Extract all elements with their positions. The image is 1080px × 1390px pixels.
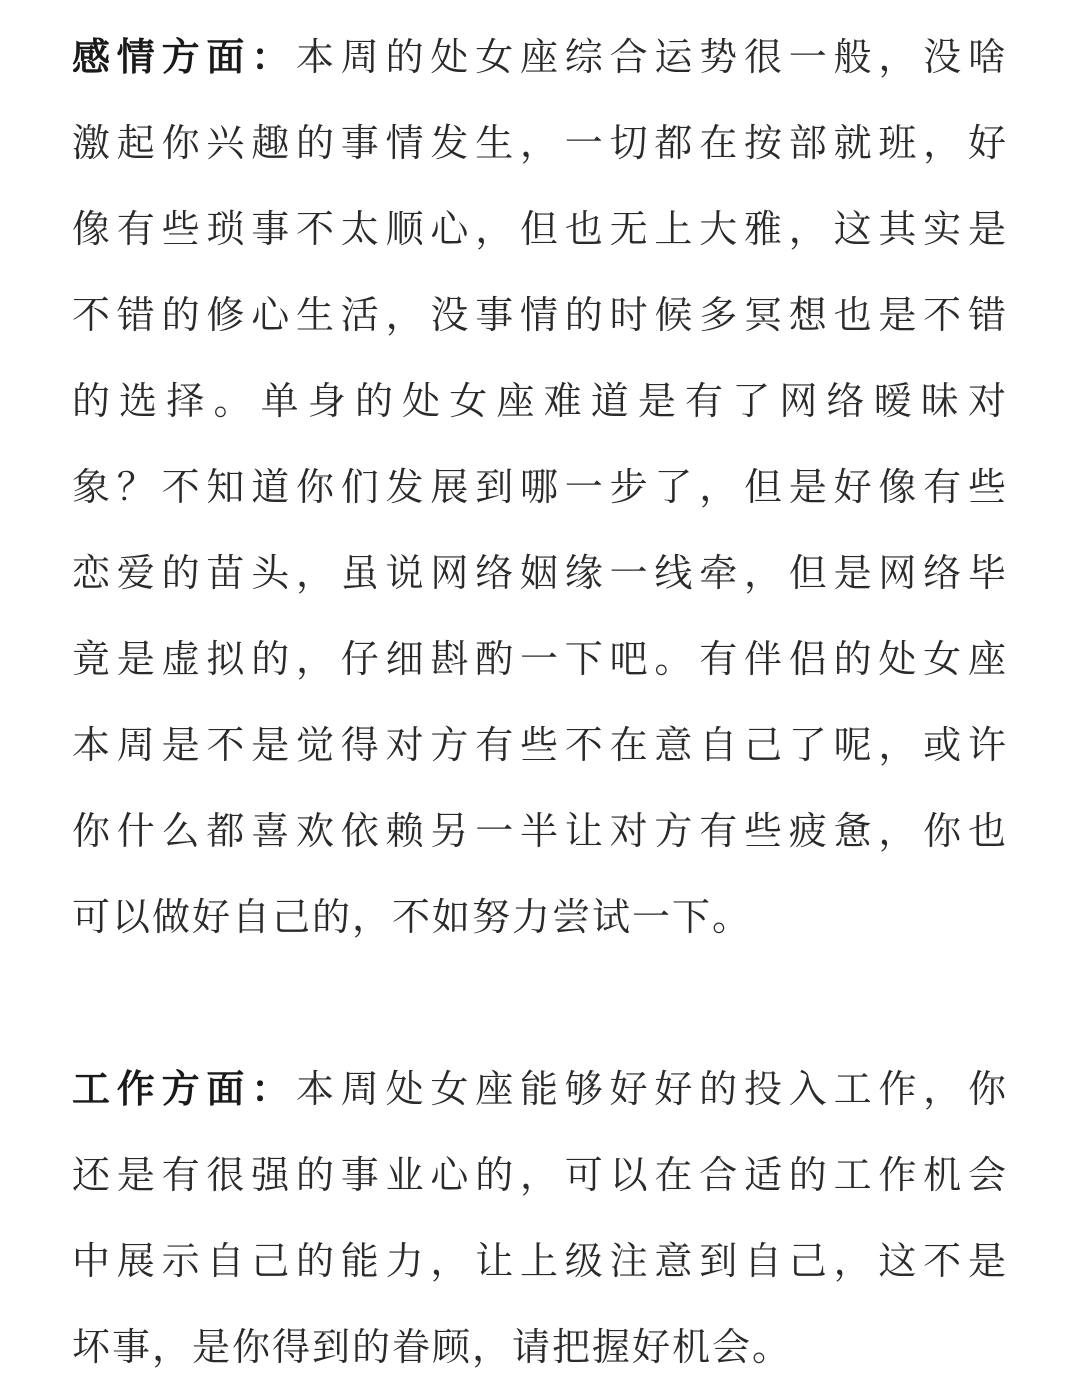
- paragraph-line: 还是有很强的事业心的，可以在合适的工作机会: [72, 1153, 1008, 1197]
- paragraph-line: 可以做好自己的，不如努力尝试一下。: [72, 895, 753, 939]
- article-body: [72, 14, 1008, 1390]
- paragraph-line: 你什么都喜欢依赖另一半让对方有些疲惫，你也: [72, 809, 1008, 853]
- love-section: [72, 14, 1008, 960]
- section-heading-love: 感情方面：: [72, 35, 296, 79]
- paragraph-line: 恋爱的苗头，虽说网络姻缘一线牵，但是网络毕: [72, 551, 1008, 595]
- section-divider: [72, 960, 1008, 1046]
- paragraph-text: 本周处女座能够好好的投入工作，你: [296, 1067, 1008, 1111]
- paragraph-line: 象？不知道你们发展到哪一步了，但是好像有些: [72, 465, 1008, 509]
- paragraph-line: 坏事，是你得到的眷顾，请把握好机会。: [72, 1325, 793, 1369]
- paragraph-line: 本周是不是觉得对方有些不在意自己了呢，或许: [72, 723, 1008, 767]
- paragraph-line: 不错的修心生活，没事情的时候多冥想也是不错: [72, 293, 1008, 337]
- paragraph-line: [72, 1046, 1008, 1132]
- paragraph-line: 激起你兴趣的事情发生，一切都在按部就班，好: [72, 121, 1008, 165]
- section-heading-work: 工作方面：: [72, 1067, 296, 1111]
- paragraph-line: [72, 14, 1008, 100]
- paragraph-line: 像有些琐事不太顺心，但也无上大雅，这其实是: [72, 207, 1008, 251]
- paragraph-line: 竟是虚拟的，仔细斟酌一下吧。有伴侣的处女座: [72, 637, 1008, 681]
- paragraph-line: 中展示自己的能力，让上级注意到自己，这不是: [72, 1239, 1008, 1283]
- paragraph-line: 的选择。单身的处女座难道是有了网络暧昧对: [72, 379, 1008, 423]
- work-section: [72, 1046, 1008, 1390]
- paragraph-text: 本周的处女座综合运势很一般，没啥: [296, 35, 1008, 79]
